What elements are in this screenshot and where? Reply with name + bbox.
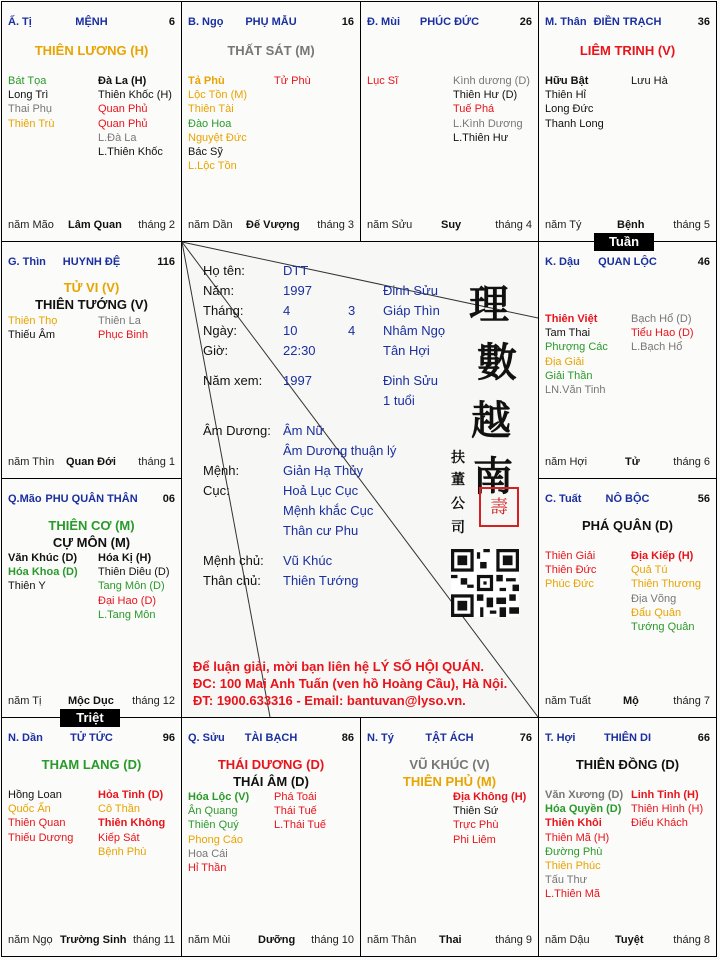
minor-star: Hữu Bật (545, 75, 589, 87)
palace-month: tháng 10 (311, 934, 354, 946)
minor-star: Địa Võng (631, 592, 677, 605)
palace-name: NÔ BỘC (605, 493, 650, 505)
menh-chu-value: Vũ Khúc (283, 553, 333, 568)
month-lunar: 3 (348, 303, 356, 318)
minor-star: Thiên Diêu (D) (98, 566, 170, 579)
palace-name: TÀI BẠCH (244, 732, 298, 744)
menh-label: Mệnh: (203, 463, 240, 478)
day-value: 10 (283, 323, 298, 338)
palace-truong-sinh: Mộ (623, 695, 639, 707)
than-chu-value: Thiên Tướng (283, 573, 359, 588)
palace-truong-sinh: Bệnh (617, 219, 645, 231)
minor-star: Thiên Sứ (453, 805, 499, 818)
than-cu-note: Thân cư Phu (283, 523, 359, 538)
palace-branch: Ấ. Tị (8, 16, 32, 28)
palace-branch: K. Dậu (545, 256, 580, 268)
minor-star: Lưu Hà (631, 75, 668, 87)
palace-month: tháng 9 (495, 934, 532, 946)
minor-star: L.Thiên Mã (545, 888, 601, 901)
minor-star: Hồng Loan (8, 789, 62, 801)
hour-label: Giờ: (203, 343, 229, 358)
minor-star: Hỏa Tinh (D) (98, 789, 164, 801)
minor-star: Tam Thai (545, 327, 591, 340)
contact-address: ĐC: 100 Mai Anh Tuấn (ven hồ Hoàng Cầu), Hà Nội. (193, 676, 508, 691)
palace-branch: G. Thìn (8, 256, 46, 268)
main-star: THIÊN CƠ (M) (48, 518, 135, 533)
minor-star: Tướng Quân (631, 621, 695, 634)
palace-branch: M. Thân (545, 16, 587, 28)
minor-star: Phong Cáo (188, 833, 244, 846)
minor-star: Điếu Khách (631, 817, 688, 830)
minor-star: Tuế Phá (453, 103, 495, 116)
palace-year: năm Sửu (367, 219, 413, 231)
palace-year: năm Tuất (545, 695, 591, 707)
minor-star: Hỉ Thần (188, 862, 227, 875)
palace-number: 76 (519, 732, 532, 744)
minor-star: Văn Khúc (D) (8, 552, 78, 564)
palace-name: ĐIỀN TRẠCH (593, 16, 662, 28)
minor-star: L.Thái Tuế (274, 819, 326, 832)
palace-year: năm Tý (545, 219, 582, 231)
minor-star: Đẩu Quân (631, 606, 682, 619)
year-canchi: Đinh Sửu (383, 283, 438, 298)
palace-name: THIÊN DI (603, 732, 652, 744)
minor-star: Thiên Thọ (8, 315, 58, 327)
palace-branch: N. Tý (367, 732, 394, 744)
name-label: Họ tên: (203, 263, 245, 278)
contact-line-1: Để luận giải, mời bạn liên hệ LÝ SỐ HỘI QUÁN. (193, 659, 484, 674)
logo-small-1: 扶 (451, 450, 465, 466)
minor-star: L.Tang Môn (98, 608, 156, 621)
minor-star: Quan Phủ (98, 117, 148, 130)
palace-branch: Q.Mão (8, 493, 42, 505)
menh-chu-label: Mệnh chủ: (203, 553, 264, 568)
minor-star: Hóa Lộc (V) (188, 791, 250, 803)
minor-star: Linh Tinh (H) (631, 789, 699, 801)
palace-number: 56 (697, 493, 710, 505)
palace-number: 06 (162, 493, 175, 505)
palace-name: TẬT ÁCH (425, 732, 474, 744)
year-label: Năm: (203, 283, 235, 298)
minor-star: L.Lộc Tồn (188, 160, 237, 173)
minor-star: Ân Quang (188, 805, 238, 818)
palace-truong-sinh: Tuyệt (615, 934, 644, 946)
minor-star: Địa Giải (545, 355, 585, 368)
minor-star: Thiên Hình (H) (631, 803, 704, 816)
palace-month: tháng 1 (138, 456, 175, 468)
tuan-tag: Tuần (594, 233, 654, 251)
minor-star: Phá Toái (274, 791, 317, 803)
minor-star: Thanh Long (545, 117, 604, 130)
palace-year: năm Tị (8, 695, 42, 707)
red-seal: 壽 (479, 487, 519, 527)
palace-branch: Q. Sửu (188, 732, 225, 744)
view-year-canchi: Đinh Sửu (383, 373, 438, 388)
cuc-label: Cục: (203, 483, 230, 498)
palace-name: PHU QUÂN THÂN (45, 493, 138, 505)
main-star: THÁI DƯƠNG (D) (217, 757, 325, 772)
minor-star: Thiên Hư (D) (453, 89, 518, 102)
palace-truong-sinh: Trường Sinh (60, 934, 127, 946)
main-star: THÁI ÂM (D) (233, 774, 309, 789)
contact-phone-email[interactable]: ĐT: 1900.633316 - Email: bantuvan@lyso.vn. (193, 693, 466, 708)
minor-star: Hóa Quyền (D) (545, 803, 622, 816)
palace-year: năm Dậu (545, 934, 590, 946)
main-star: THẤT SÁT (M) (227, 43, 315, 58)
minor-star: Hóa Kị (H) (98, 552, 152, 564)
minor-star: Quan Phủ (98, 103, 148, 116)
minor-star: Quốc Ấn (8, 803, 51, 816)
minor-star: Thiên Khốc (H) (98, 89, 172, 102)
minor-star: Địa Kiếp (H) (631, 550, 694, 562)
minor-star: LN.Văn Tinh (545, 384, 606, 397)
minor-star: Giải Thần (545, 369, 593, 382)
logo-char-3: 越 (471, 397, 511, 444)
minor-star: Địa Không (H) (453, 791, 527, 803)
minor-star: Phúc Đức (545, 578, 594, 591)
minor-star: Văn Xương (D) (545, 789, 624, 801)
minor-star: Phượng Các (545, 341, 608, 354)
palace-month: tháng 4 (495, 219, 532, 231)
palace-name: TỬ TỨC (70, 732, 113, 744)
palace-month: tháng 11 (132, 934, 175, 946)
palace-truong-sinh: Tử (625, 456, 640, 468)
amduong-value: Âm Nữ (283, 423, 325, 438)
minor-star: Bác Sỹ (188, 146, 223, 159)
logo-char-2: 數 (477, 339, 517, 386)
palace-year: năm Mão (8, 219, 54, 231)
palace-year: năm Thìn (8, 456, 55, 468)
center-info-panel (181, 241, 538, 717)
minor-star: Quả Tú (631, 564, 668, 577)
minor-star: Bệnh Phù (98, 845, 147, 858)
logo-small-2: 董 (451, 472, 465, 488)
minor-star: Thiên Việt (545, 313, 598, 325)
palace-truong-sinh: Lâm Quan (68, 219, 122, 231)
logo-char-4: 南 (473, 453, 513, 500)
minor-star: Thiên Quý (188, 819, 239, 832)
palace-number: 6 (168, 16, 175, 28)
palace-month: tháng 2 (138, 219, 175, 231)
palace-month: tháng 7 (673, 695, 710, 707)
palace-name: PHÚC ĐỨC (419, 16, 480, 28)
palace-name: MỆNH (75, 16, 108, 28)
palace-truong-sinh: Dưỡng (258, 934, 296, 946)
day-label: Ngày: (203, 323, 237, 338)
palace-number: 16 (341, 16, 354, 28)
palace-year: năm Dần (188, 219, 233, 231)
minor-star: Thiên Phúc (545, 860, 601, 873)
minor-star: Thiên Y (8, 580, 46, 593)
than-chu-label: Thân chủ: (203, 573, 261, 588)
palace-year: năm Hợi (545, 456, 588, 468)
minor-star: Nguyệt Đức (188, 131, 247, 144)
palace-number: 86 (341, 732, 354, 744)
minor-star: Bát Tọa (8, 75, 47, 87)
palace-branch: T. Hợi (545, 732, 576, 744)
minor-star: Tử Phù (274, 75, 311, 87)
minor-star: Kiếp Sát (98, 831, 140, 844)
minor-star: Tang Môn (D) (98, 580, 165, 593)
minor-star: Kình dương (D) (453, 75, 530, 87)
minor-star: Thiên Hỉ (545, 89, 586, 102)
logo-small-3: 公 (451, 496, 465, 512)
main-star: VŨ KHÚC (V) (409, 757, 490, 772)
minor-star: Cô Thần (98, 803, 140, 816)
minor-star: L.Kình Dương (453, 117, 523, 130)
palace-year: năm Mùi (188, 934, 231, 946)
minor-star: Đà La (H) (98, 75, 147, 87)
minor-star: Long Đức (545, 103, 594, 116)
palace-year: năm Thân (367, 934, 417, 946)
month-value: 4 (283, 303, 291, 318)
main-star: THIÊN PHỦ (M) (402, 774, 497, 789)
minor-star: Thiên Không (98, 817, 166, 830)
palace-truong-sinh: Suy (441, 219, 462, 231)
palace-month: tháng 5 (673, 219, 710, 231)
name-value: DTT (283, 263, 309, 278)
triet-tag: Triệt (60, 709, 120, 727)
palace-branch: C. Tuất (545, 493, 582, 505)
minor-star: Thiên Trù (8, 117, 55, 130)
minor-star: Thái Tuế (274, 805, 317, 818)
palace-number: 96 (162, 732, 175, 744)
palace-year: năm Ngọ (8, 934, 53, 946)
palace-number: 36 (697, 16, 710, 28)
main-star: TỬ VI (V) (63, 280, 120, 295)
minor-star: Thiên Quan (8, 817, 66, 830)
minor-star: Đại Hao (D) (98, 594, 157, 607)
age-value: 1 tuổi (383, 393, 415, 408)
palace-month: tháng 6 (673, 456, 710, 468)
minor-star: Long Trì (8, 89, 49, 102)
minor-star: Phục Binh (98, 329, 149, 342)
hour-value: 22:30 (283, 343, 316, 358)
minor-star: Thiếu Âm (8, 329, 56, 342)
palace-number: 66 (697, 732, 710, 744)
amduong-label: Âm Dương: (203, 423, 271, 438)
palace-truong-sinh: Quan Đới (66, 456, 116, 468)
minor-star: Thiên La (98, 315, 141, 327)
minor-star: L.Bạch Hổ (631, 341, 683, 354)
day-lunar: 4 (348, 323, 356, 338)
main-star: CỰ MÔN (M) (52, 535, 131, 550)
main-star: PHÁ QUÂN (D) (582, 518, 673, 533)
cuc-note: Mệnh khắc Cục (283, 503, 374, 518)
minor-star: Thiên Đức (545, 564, 597, 577)
minor-star: Phi Liêm (453, 833, 496, 846)
minor-star: L.Thiên Hư (453, 131, 509, 144)
view-year-label: Năm xem: (203, 373, 263, 388)
minor-star: L.Đà La (98, 131, 137, 144)
day-canchi: Nhâm Ngọ (383, 323, 446, 338)
minor-star: Tiểu Hao (D) (631, 327, 694, 340)
palace-branch: Đ. Mùi (367, 16, 400, 28)
minor-star: Lộc Tồn (M) (188, 89, 248, 102)
minor-star: Thiên Thương (631, 578, 702, 591)
palace-truong-sinh: Đế Vượng (246, 219, 300, 231)
main-star: THAM LANG (D) (41, 757, 142, 772)
minor-star: Đường Phù (545, 845, 603, 858)
menh-value: Giản Hạ Thủy (283, 463, 363, 478)
palace-truong-sinh: Mộc Dục (68, 695, 114, 707)
cuc-value: Hoả Lục Cục (283, 483, 359, 498)
minor-star: Đào Hoa (188, 117, 232, 130)
minor-star: L.Thiên Khốc (98, 146, 163, 159)
minor-star: Hoa Cái (188, 847, 228, 860)
amduong-note: Âm Dương thuận lý (283, 443, 397, 458)
main-star: LIÊM TRINH (V) (579, 43, 676, 58)
palace-name: PHỤ MẪU (245, 16, 297, 28)
palace-month: tháng 12 (132, 695, 175, 707)
logo-char-1: 理 (469, 281, 509, 328)
minor-star: Thiên Mã (H) (545, 831, 610, 844)
month-canchi: Giáp Thìn (383, 303, 440, 318)
palace-branch: B. Ngọ (188, 16, 224, 28)
palace-number: 26 (519, 16, 532, 28)
palace-month: tháng 8 (673, 934, 710, 946)
view-year-value: 1997 (283, 373, 312, 388)
palace-number: 46 (697, 256, 710, 268)
minor-star: Lục Sĩ (367, 75, 399, 87)
year-value: 1997 (283, 283, 312, 298)
main-star: THIÊN LƯƠNG (H) (34, 43, 149, 58)
qr-code-icon[interactable] (451, 549, 519, 617)
palace-month: tháng 3 (317, 219, 354, 231)
minor-star: Tấu Thư (545, 874, 588, 887)
minor-star: Bạch Hổ (D) (631, 313, 692, 325)
palace-truong-sinh: Thai (439, 934, 462, 946)
hour-canchi: Tân Hợi (383, 343, 430, 358)
palace-number: 116 (157, 256, 175, 268)
minor-star: Hóa Khoa (D) (8, 566, 78, 579)
minor-star: Thiên Tài (188, 103, 234, 116)
minor-star: Trực Phù (453, 819, 499, 832)
palace-name: QUAN LỘC (598, 256, 657, 268)
minor-star: Thiên Giải (545, 550, 596, 562)
logo-small-4: 司 (451, 520, 465, 536)
minor-star: Thai Phụ (8, 103, 53, 116)
minor-star: Thiếu Dương (8, 831, 74, 844)
minor-star: Tả Phù (188, 75, 225, 87)
palace-branch: N. Dần (8, 732, 43, 744)
palace-name: HUYNH ĐỆ (62, 256, 121, 268)
month-label: Tháng: (203, 303, 244, 318)
main-star: THIÊN ĐỒNG (D) (575, 757, 680, 772)
main-star: THIÊN TƯỚNG (V) (35, 297, 148, 312)
minor-star: Thiên Khôi (545, 817, 602, 830)
